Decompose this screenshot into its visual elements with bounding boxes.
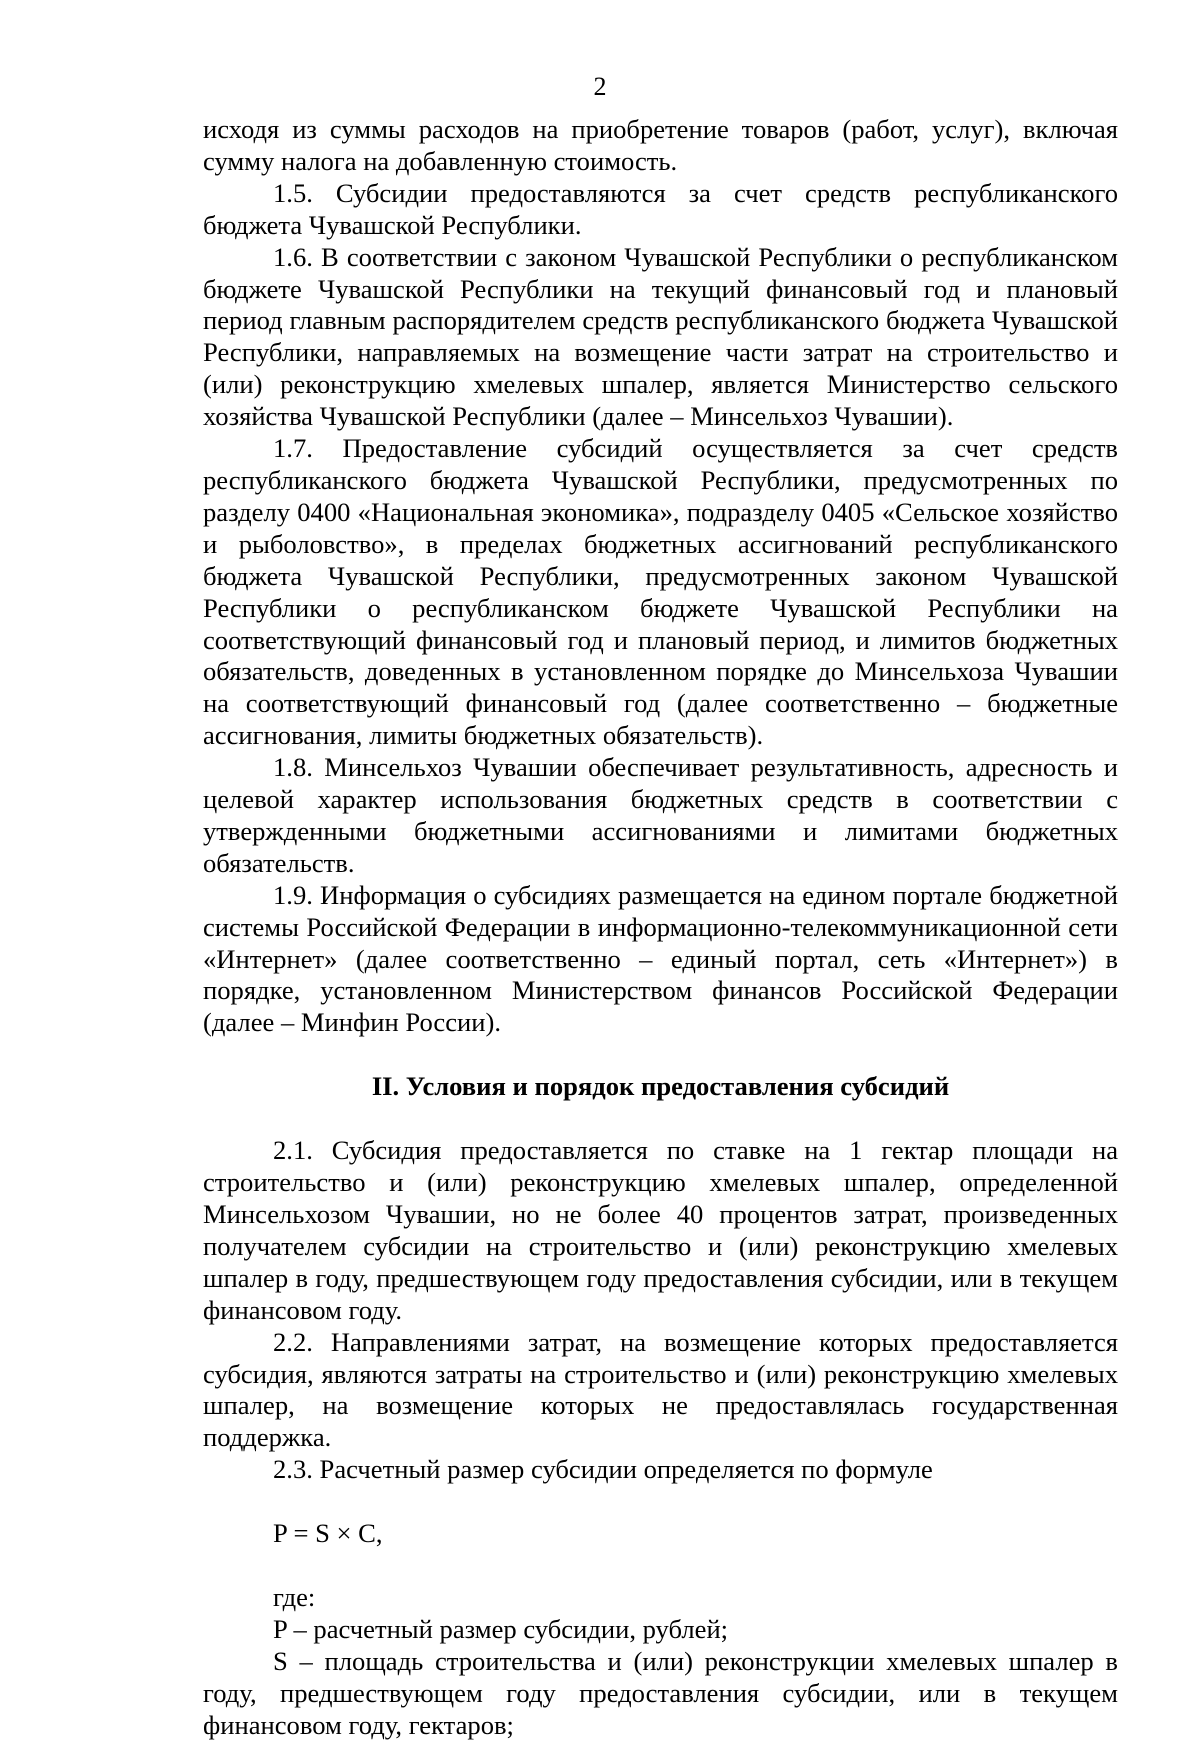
definition-s: S – площадь строительства и (или) реконструкции хмелевых шпалер в году, предшествующем году предоставления субсидии, или в текущем финансовом году, гектаров; — [203, 1645, 1118, 1740]
paragraph-1-7: 1.7. Предоставление субсидий осуществляется за счет средств республиканского бюджета Чувашской Республики, предусмотренных по разделу 0400 «Национальная экономика», подразделу 0405 «Сельское хозяйство и рыболовство», в пределах бюджетных ассигнований республиканского бюджета Чувашской Республики, предусмотренных законом Чувашской Республики о республиканском бюджете Чувашской Республики на соответствующий финансовый год и плановый период, и лимитов бюджетных обязательств, доведенных в установленном порядке до Минсельхоза Чувашии на соответствующий финансовый год (далее соответственно – бюджетные ассигнования, лимиты бюджетных обязательств). — [203, 433, 1118, 751]
paragraph-1-8: 1.8. Минсельхоз Чувашии обеспечивает результативность, адресность и целевой характер использования бюджетных средств в соответствии с утвержденными бюджетными ассигнованиями и лимитами бюджетных обязательств. — [203, 752, 1118, 878]
page-number: 2 — [593, 72, 607, 101]
paragraph-1-9: 1.9. Информация о субсидиях размещается на едином портале бюджетной системы Российской Федерации в информационно-телекоммуникационной сети «Интернет» (далее соответственно – единый портал, сеть «Интернет») в порядке, установленном Министерством финансов Российской Федерации (далее – Минфин России). — [203, 879, 1118, 1038]
paragraph-1-5: 1.5. Субсидии предоставляются за счет средств республиканского бюджета Чувашской Республики. — [203, 177, 1118, 240]
section-heading: II. Условия и порядок предоставления субсидий — [371, 1071, 950, 1102]
where-label: где: — [273, 1582, 316, 1613]
formula: P = S × C, — [273, 1518, 383, 1549]
definition-p: P – расчетный размер субсидии, рублей; — [273, 1613, 729, 1644]
paragraph-2-2: 2.2. Направлениями затрат, на возмещение которых предоставляется субсидия, являются затраты на строительство и (или) реконструкцию хмелевых шпалер, на возмещение которых не предоставлялась государственная поддержка. — [203, 1326, 1118, 1453]
paragraph-2-1: 2.1. Субсидия предоставляется по ставке на 1 гектар площади на строительство и (или) реконструкцию хмелевых шпалер, определенной Минсельхозом Чувашии, но не более 40 процентов затрат, произведенных получателем субсидии на строительство и (или) реконструкцию хмелевых шпалер в году, предшествующем году предоставления субсидии, или в текущем финансовом году. — [203, 1135, 1118, 1325]
document-body — [203, 114, 1118, 1742]
paragraph-2-3: 2.3. Расчетный размер субсидии определяется по формуле — [273, 1454, 933, 1485]
paragraph-continuation: исходя из суммы расходов на приобретение товаров (работ, услуг), включая сумму налога на добавленную стоимость. — [203, 114, 1118, 176]
paragraph-1-6: 1.6. В соответствии с законом Чувашской Республики о республиканском бюджете Чувашской Республики на текущий финансовый год и плановый период главным распорядителем средств республиканского бюджета Чувашской Республики, направляемых на возмещение части затрат на строительство и (или) реконструкцию хмелевых шпалер, является Министерство сельского хозяйства Чувашской Республики (далее – Минсельхоз Чувашии). — [203, 241, 1118, 432]
